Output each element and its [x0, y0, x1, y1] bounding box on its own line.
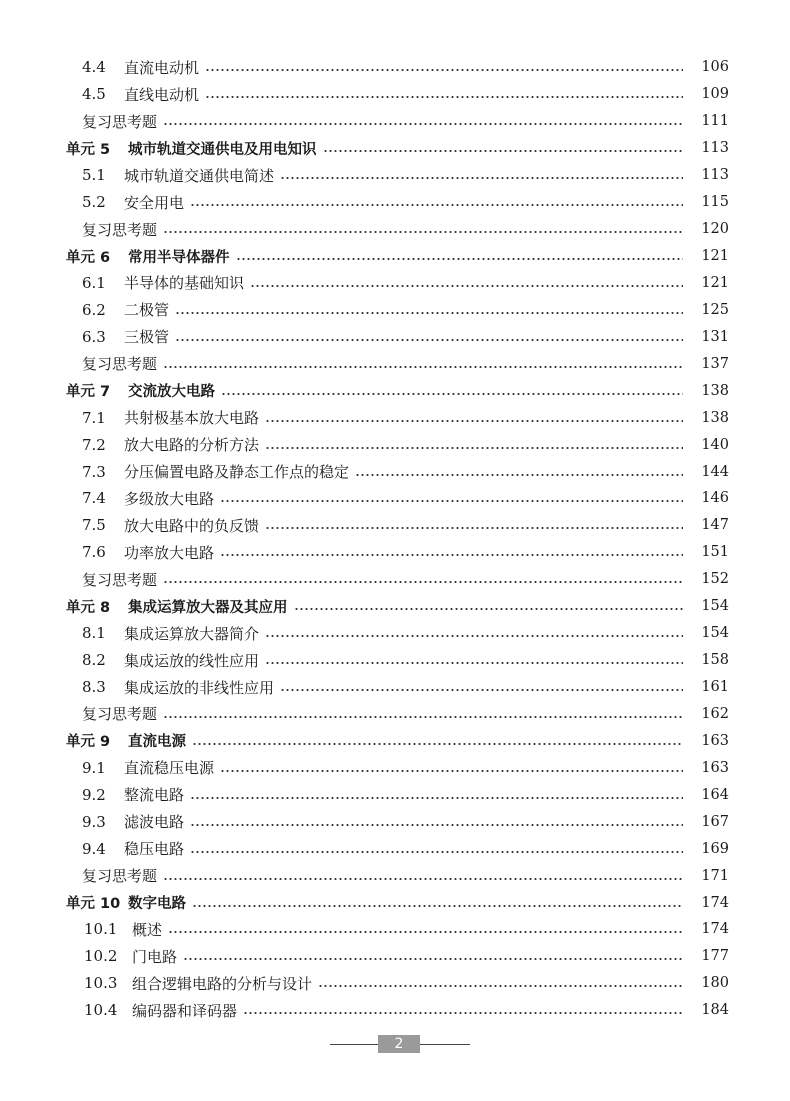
- toc-entry-number: 单元 10: [66, 896, 121, 913]
- toc-entry-title: 二极管: [124, 301, 170, 320]
- toc-entry-title: 三极管: [124, 328, 170, 347]
- toc-entry-title: 多级放大电路: [124, 489, 215, 508]
- dot-leader: [205, 96, 683, 98]
- toc-page-number: 146: [701, 490, 729, 507]
- toc-entry-title: 集成运算放大器及其应用: [128, 599, 288, 616]
- dot-leader: [280, 177, 683, 179]
- toc-section-row[interactable]: [0, 970, 790, 997]
- toc-entry-number: 4.5: [82, 85, 106, 104]
- toc-section-row[interactable]: [0, 485, 790, 512]
- toc-entry-title: 直流稳压电源: [124, 759, 215, 778]
- toc-page-number: 167: [701, 813, 729, 830]
- toc-page-number: 138: [701, 409, 729, 426]
- toc-page-number: 163: [701, 759, 729, 776]
- footer-rule-right: [420, 1044, 470, 1045]
- toc-entry-number: 5.2: [82, 193, 106, 212]
- toc-review-row[interactable]: [0, 566, 790, 593]
- toc-entry-title: 编码器和译码器: [132, 1001, 238, 1020]
- dot-leader: [192, 905, 683, 907]
- dot-leader: [265, 527, 683, 529]
- dot-leader: [163, 878, 683, 880]
- dot-leader: [265, 662, 683, 664]
- dot-leader: [175, 339, 683, 341]
- dot-leader: [318, 985, 683, 987]
- toc-review-row[interactable]: [0, 862, 790, 889]
- toc-entry-title: 复习思考题: [82, 220, 158, 239]
- dot-leader: [280, 689, 683, 691]
- toc-entry-title: 复习思考题: [82, 570, 158, 589]
- toc-entry-number: 9.2: [82, 785, 106, 804]
- toc-section-row[interactable]: [0, 808, 790, 835]
- toc-page-number: 125: [701, 301, 729, 318]
- toc-entry-title: 概述: [132, 920, 163, 939]
- toc-entry-title: 复习思考题: [82, 705, 158, 724]
- toc-page-number: 147: [701, 517, 729, 534]
- page-footer: [0, 1034, 790, 1056]
- dot-leader: [168, 931, 683, 933]
- toc-entry-number: 10.2: [84, 947, 118, 966]
- toc-page-number: 138: [701, 382, 729, 399]
- toc-section-row[interactable]: [0, 539, 790, 566]
- toc-page-number: 154: [701, 598, 729, 615]
- toc-page-number: 120: [701, 221, 729, 238]
- toc-section-row[interactable]: [0, 674, 790, 701]
- toc-page-number: 177: [701, 948, 729, 965]
- toc-entry-title: 放大电路中的负反馈: [124, 516, 260, 535]
- toc-section-row[interactable]: [0, 81, 790, 108]
- toc-page-number: 121: [701, 274, 729, 291]
- toc-entry-title: 分压偏置电路及静态工作点的稳定: [124, 463, 350, 482]
- toc-entry-number: 单元 9: [66, 734, 111, 751]
- toc-section-row[interactable]: [0, 270, 790, 297]
- dot-leader: [163, 366, 683, 368]
- dot-leader: [190, 851, 683, 853]
- dot-leader: [355, 474, 683, 476]
- toc-entry-title: 常用半导体器件: [128, 249, 230, 266]
- toc-page-number: 131: [701, 328, 729, 345]
- dot-leader: [163, 231, 683, 233]
- toc-section-row[interactable]: [0, 458, 790, 485]
- toc-section-row[interactable]: [0, 754, 790, 781]
- dot-leader: [220, 554, 683, 556]
- toc-section-row[interactable]: [0, 404, 790, 431]
- toc-entry-title: 复习思考题: [82, 355, 158, 374]
- toc-section-row[interactable]: [0, 189, 790, 216]
- toc-entry-title: 放大电路的分析方法: [124, 436, 260, 455]
- toc-page-number: 113: [701, 140, 729, 157]
- toc-page-number: 152: [701, 571, 729, 588]
- dot-leader: [163, 581, 683, 583]
- toc-unit-row[interactable]: [0, 377, 790, 404]
- toc-entry-number: 7.2: [82, 435, 106, 454]
- toc-page-number: 151: [701, 544, 729, 561]
- toc-page-number: 174: [701, 894, 729, 911]
- dot-leader: [243, 1012, 683, 1014]
- toc-section-row[interactable]: [0, 620, 790, 647]
- toc-section-row[interactable]: [0, 997, 790, 1024]
- toc-entry-title: 组合逻辑电路的分析与设计: [132, 974, 313, 993]
- toc-entry-title: 整流电路: [124, 786, 185, 805]
- toc-entry-number: 9.4: [82, 839, 106, 858]
- dot-leader: [265, 447, 683, 449]
- toc-entry-number: 6.2: [82, 300, 106, 319]
- toc-page-number: 154: [701, 625, 729, 642]
- toc-entry-number: 单元 6: [66, 249, 111, 266]
- toc-section-row[interactable]: [0, 835, 790, 862]
- toc-entry-number: 8.1: [82, 624, 106, 643]
- toc-page-number: 164: [701, 786, 729, 803]
- dot-leader: [190, 797, 683, 799]
- toc-page-number: 163: [701, 732, 729, 749]
- toc-entry-title: 复习思考题: [82, 112, 158, 131]
- toc-page-number: 140: [701, 436, 729, 453]
- toc-page-number: 171: [701, 867, 729, 884]
- toc-entry-title: 直流电动机: [124, 58, 200, 77]
- toc-unit-row[interactable]: [0, 135, 790, 162]
- toc-page-number: 121: [701, 248, 729, 265]
- dot-leader: [192, 743, 683, 745]
- toc-section-row[interactable]: [0, 647, 790, 674]
- toc-page-number: 111: [701, 113, 729, 130]
- toc-section-row[interactable]: [0, 431, 790, 458]
- dot-leader: [190, 204, 683, 206]
- table-of-contents: [0, 54, 790, 1024]
- toc-entry-title: 直流电源: [128, 734, 186, 751]
- toc-entry-number: 9.1: [82, 758, 106, 777]
- toc-review-row[interactable]: [0, 108, 790, 135]
- dot-leader: [323, 150, 684, 152]
- toc-section-row[interactable]: [0, 512, 790, 539]
- toc-unit-row[interactable]: [0, 889, 790, 916]
- toc-review-row[interactable]: [0, 350, 790, 377]
- toc-entry-number: 10.1: [84, 920, 118, 939]
- toc-entry-title: 功率放大电路: [124, 543, 215, 562]
- dot-leader: [220, 770, 683, 772]
- dot-leader: [265, 635, 683, 637]
- dot-leader: [294, 608, 684, 610]
- toc-entry-title: 集成运放的非线性应用: [124, 678, 275, 697]
- dot-leader: [205, 69, 683, 71]
- toc-entry-number: 单元 5: [66, 141, 111, 158]
- toc-entry-number: 4.4: [82, 58, 106, 77]
- toc-page-number: 144: [701, 463, 729, 480]
- toc-unit-row[interactable]: [0, 593, 790, 620]
- toc-entry-number: 8.3: [82, 678, 106, 697]
- toc-page-number: 137: [701, 355, 729, 372]
- dot-leader: [221, 393, 683, 395]
- page-number-badge: 2: [378, 1035, 420, 1053]
- toc-entry-title: 集成运算放大器简介: [124, 624, 260, 643]
- toc-entry-title: 城市轨道交通供电及用电知识: [128, 141, 317, 158]
- toc-entry-number: 10.3: [84, 974, 118, 993]
- toc-entry-title: 交流放大电路: [128, 384, 215, 401]
- toc-unit-row[interactable]: [0, 727, 790, 754]
- toc-entry-number: 9.3: [82, 812, 106, 831]
- toc-section-row[interactable]: [0, 323, 790, 350]
- toc-section-row[interactable]: [0, 162, 790, 189]
- dot-leader: [220, 500, 683, 502]
- dot-leader: [175, 312, 683, 314]
- toc-entry-title: 门电路: [132, 947, 178, 966]
- toc-entry-number: 10.4: [84, 1001, 118, 1020]
- toc-entry-title: 复习思考题: [82, 867, 158, 886]
- toc-entry-number: 6.3: [82, 327, 106, 346]
- toc-entry-number: 7.5: [82, 516, 106, 535]
- toc-entry-number: 7.1: [82, 408, 106, 427]
- toc-page-number: 180: [701, 975, 729, 992]
- toc-entry-number: 6.1: [82, 273, 106, 292]
- toc-entry-number: 5.1: [82, 166, 106, 185]
- toc-entry-title: 共射极基本放大电路: [124, 409, 260, 428]
- toc-page-number: 115: [701, 194, 729, 211]
- toc-entry-title: 数字电路: [128, 896, 186, 913]
- toc-page-number: 113: [701, 167, 729, 184]
- toc-entry-number: 单元 8: [66, 599, 111, 616]
- toc-review-row[interactable]: [0, 216, 790, 243]
- toc-page-number: 158: [701, 652, 729, 669]
- toc-page-number: 109: [701, 86, 729, 103]
- dot-leader: [265, 420, 683, 422]
- toc-page-number: 184: [701, 1002, 729, 1019]
- toc-review-row[interactable]: [0, 701, 790, 728]
- toc-entry-title: 半导体的基础知识: [124, 274, 245, 293]
- toc-entry-title: 直线电动机: [124, 85, 200, 104]
- dot-leader: [163, 716, 683, 718]
- toc-entry-title: 安全用电: [124, 193, 185, 212]
- toc-page-number: 106: [701, 59, 729, 76]
- footer-rule-left: [330, 1044, 378, 1045]
- toc-page-number: 169: [701, 840, 729, 857]
- dot-leader: [236, 258, 684, 260]
- toc-entry-number: 单元 7: [66, 384, 111, 401]
- dot-leader: [183, 958, 683, 960]
- toc-entry-number: 8.2: [82, 651, 106, 670]
- toc-entry-title: 集成运放的线性应用: [124, 651, 260, 670]
- toc-section-row[interactable]: [0, 54, 790, 81]
- toc-entry-number: 7.3: [82, 462, 106, 481]
- toc-entry-number: 7.6: [82, 543, 106, 562]
- dot-leader: [250, 285, 683, 287]
- toc-page-number: 174: [701, 921, 729, 938]
- toc-page-number: 161: [701, 679, 729, 696]
- toc-section-row[interactable]: [0, 916, 790, 943]
- toc-page-number: 162: [701, 705, 729, 722]
- dot-leader: [190, 824, 683, 826]
- toc-unit-row[interactable]: [0, 243, 790, 270]
- toc-section-row[interactable]: [0, 781, 790, 808]
- toc-entry-title: 滤波电路: [124, 813, 185, 832]
- toc-section-row[interactable]: [0, 943, 790, 970]
- toc-entry-title: 稳压电路: [124, 840, 185, 859]
- toc-entry-number: 7.4: [82, 489, 106, 508]
- toc-entry-title: 城市轨道交通供电简述: [124, 166, 275, 185]
- toc-section-row[interactable]: [0, 296, 790, 323]
- dot-leader: [163, 123, 683, 125]
